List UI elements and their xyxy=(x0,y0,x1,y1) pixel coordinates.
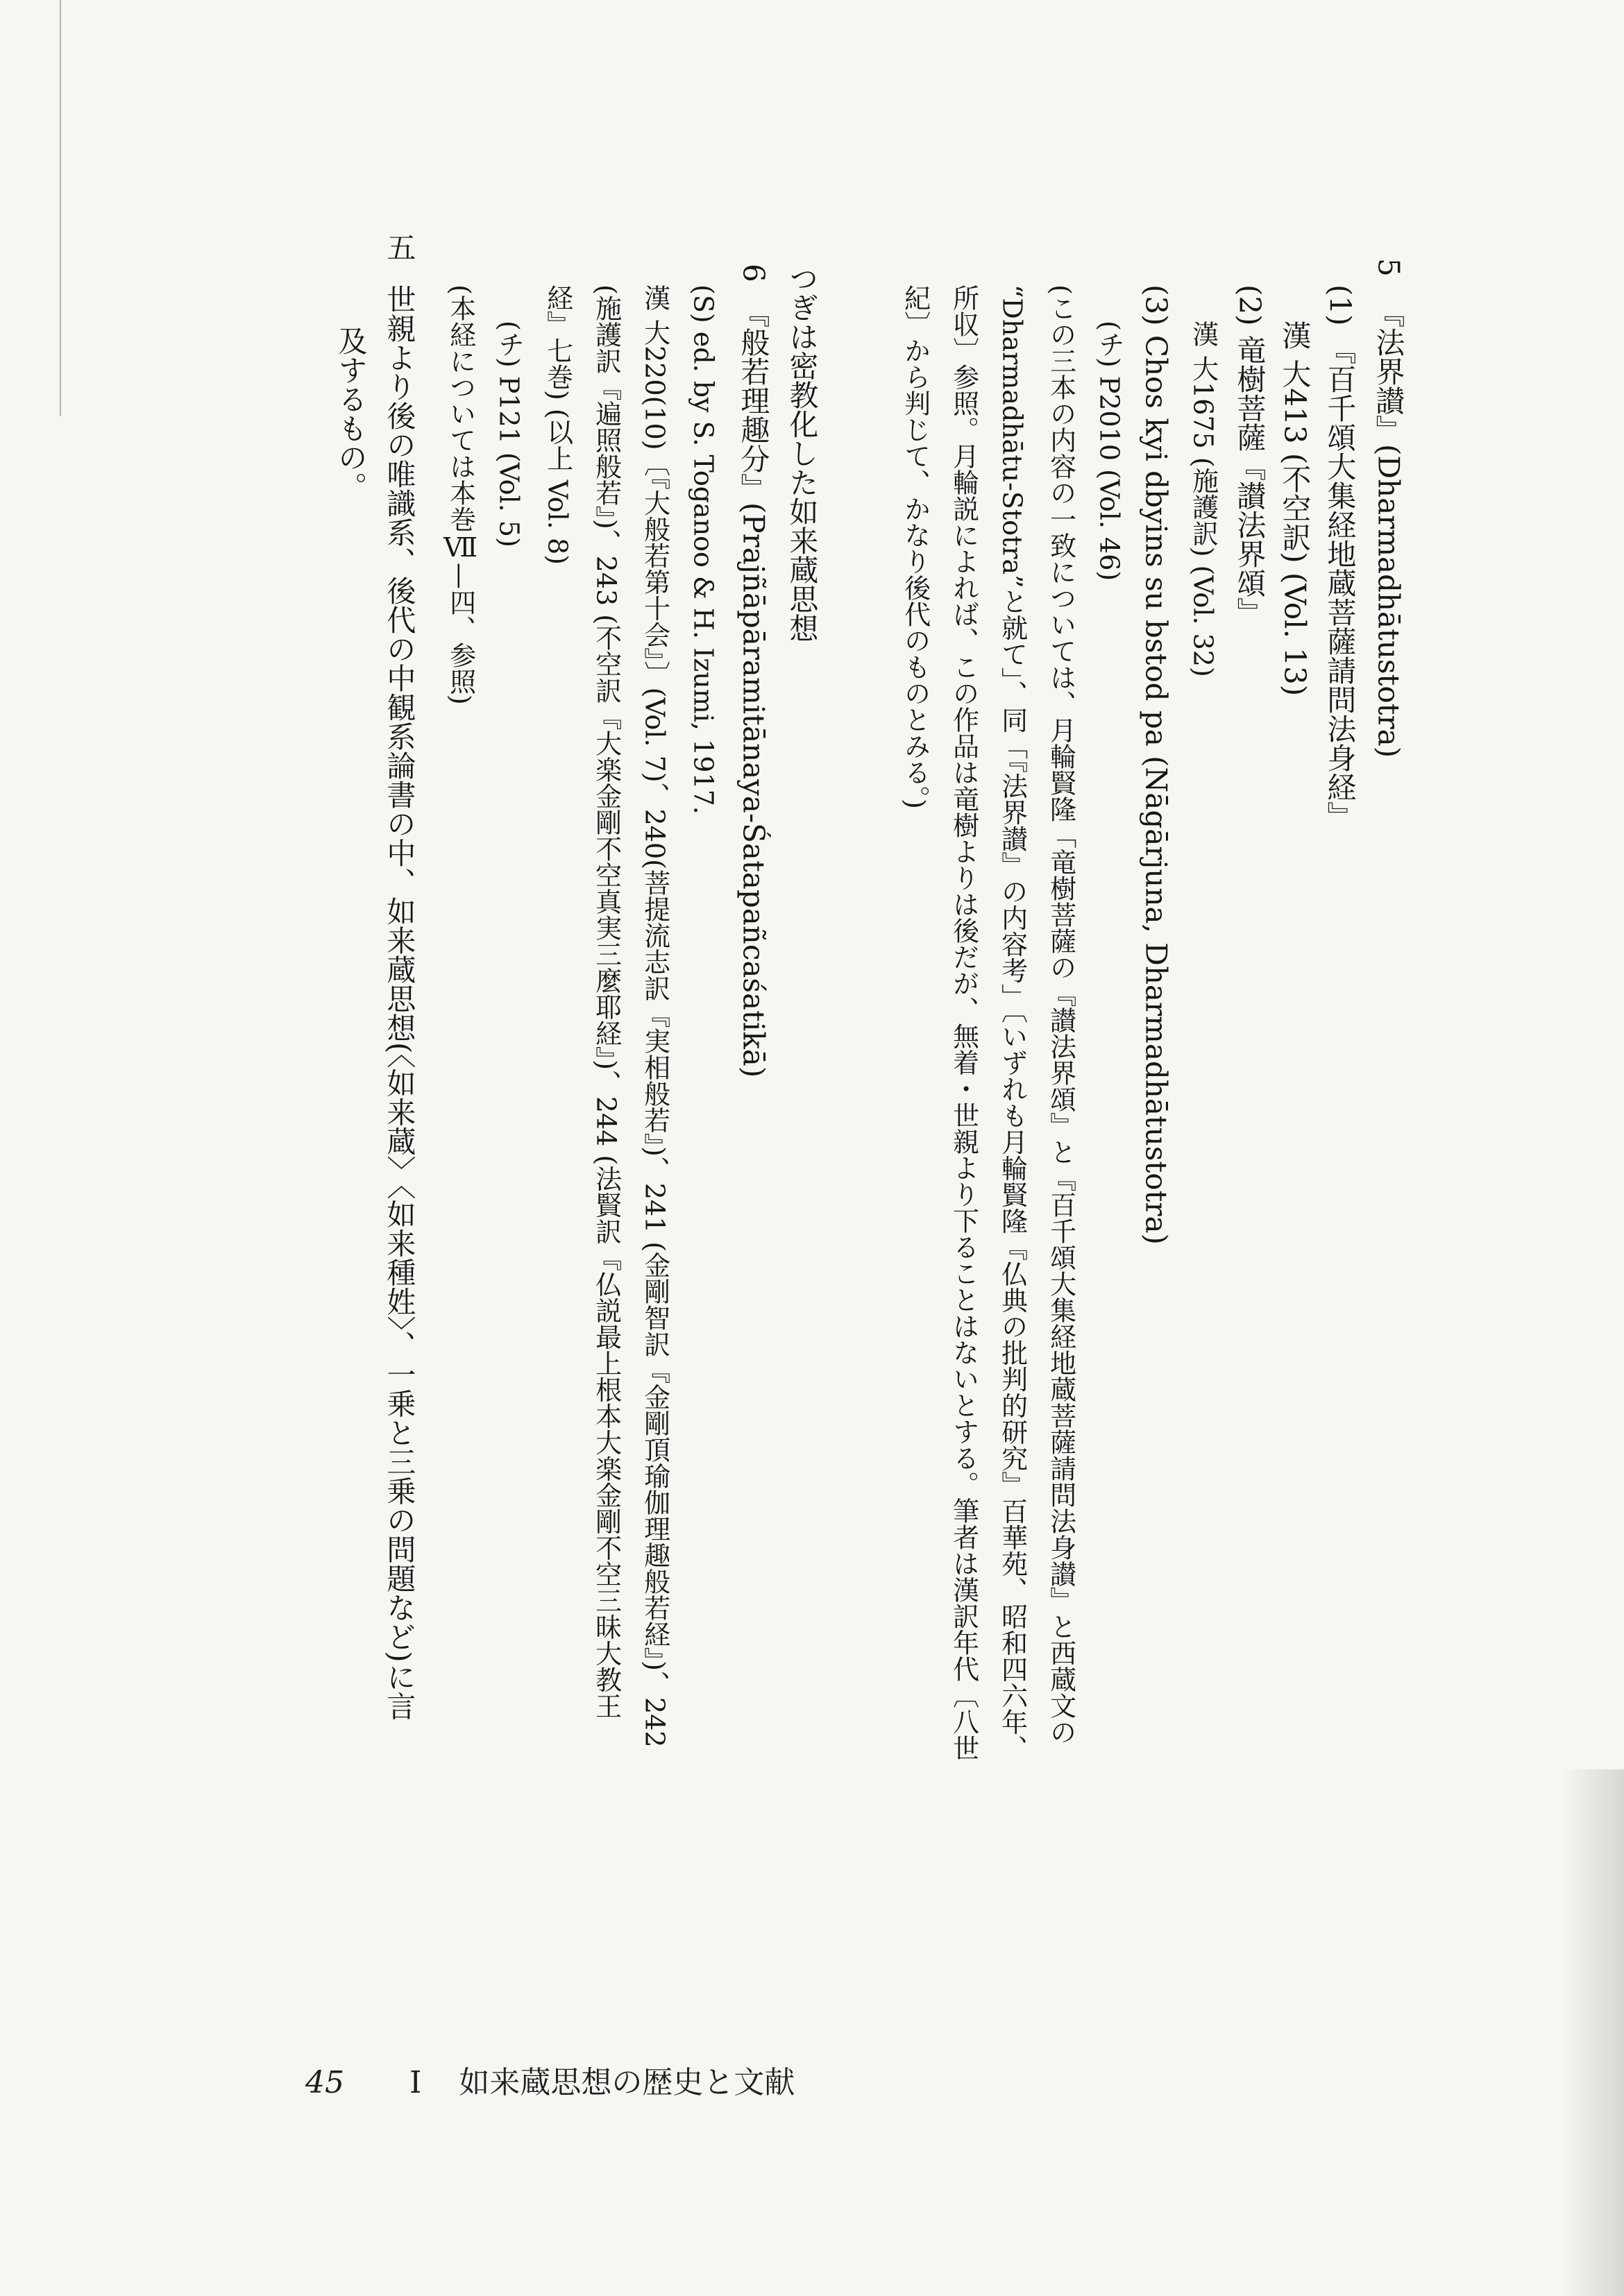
text-column: 及するもの。 xyxy=(334,326,369,501)
text-column: 6 xyxy=(736,264,771,282)
binding-line xyxy=(60,0,61,416)
text-column: 世親より後の唯識系、後代の中観系論書の中、如来蔵思想(〈如来蔵〉〈如来種姓〉、一乗と三乗の問題など)に言 xyxy=(382,284,417,1721)
text-column: (2) 竜樹菩薩『讃法界頌』 xyxy=(1233,284,1267,627)
text-column: 漢 大413 (不空訳) (Vol. 13) xyxy=(1278,321,1312,697)
text-column: 紀〕から判じて、かなり後代のものとみる。) xyxy=(899,284,931,809)
text-column: (チ) P121 (Vol. 5) xyxy=(493,321,525,547)
text-column: 『般若理趣分』(Prajñāpāramitānaya-Śatapañcaśatikā) xyxy=(736,298,771,1078)
running-title: 如来蔵思想の歴史と文献 xyxy=(459,2065,795,2100)
text-column: 漢 大1675 (施護訳) (Vol. 32) xyxy=(1187,321,1219,677)
text-column: 五 xyxy=(382,232,417,262)
text-column: (本経については本巻Ⅶ—四、参照) xyxy=(445,284,476,705)
page-number: 45 xyxy=(305,2065,344,2100)
text-column: 『法界讃』(Dharmadhātustotra) xyxy=(1371,298,1406,758)
text-column: 5 xyxy=(1371,258,1406,277)
text-column: 所収〕参照。月輪説によれば、この作品は竜樹よりは後だが、無着・世親より下ることはないとする。筆者は漢訳年代〔八世 xyxy=(948,284,979,1761)
text-column: 経』七巻) (以上 Vol. 8) xyxy=(542,284,573,565)
part-number: I xyxy=(409,2065,422,2100)
text-column: 漢 大220(10)〔『大般若第十会』〕(Vol. 7)、240(菩提流志訳『実相般若』)、241 (金剛智訳『金剛頂瑜伽理趣般若経』)、242 xyxy=(639,284,670,1748)
text-column: (3) Chos kyi dbyins su bstod pa (Nāgārjuna, Dharmadhātustotra) xyxy=(1139,284,1174,1245)
running-footer xyxy=(305,2057,795,2102)
text-column: (S) ed. by S. Toganoo & H. Izumi, 1917. xyxy=(688,284,719,815)
text-column: つぎは密教化した如来蔵思想 xyxy=(785,264,820,643)
text-column: (1) 『百千頌大集経地蔵菩薩請問法身経』 xyxy=(1323,284,1357,831)
scan-edge-shade xyxy=(1562,1769,1624,2296)
text-column: “Dharmadhātu-Stotra”と就て」、同「『法界讃』の内容考」〔いずれも月輪賢隆『仏典の批判的研究』百華苑、昭和四六年、 xyxy=(997,284,1028,1762)
text-column: (チ) P2010 (Vol. 46) xyxy=(1094,321,1125,581)
text-column: (施護訳『遍照般若』)、243 (不空訳『大楽金剛不空真実三麼耶経』)、244 (法賢訳『仏説最上根本大楽金剛不空三昧大教王 xyxy=(591,284,622,1719)
text-column: (この三本の内容の一致については、月輪賢隆「竜樹菩薩の『讃法界頌』と『百千頌大集経地蔵菩薩請問法身讃』と西蔵文の xyxy=(1045,284,1076,1745)
